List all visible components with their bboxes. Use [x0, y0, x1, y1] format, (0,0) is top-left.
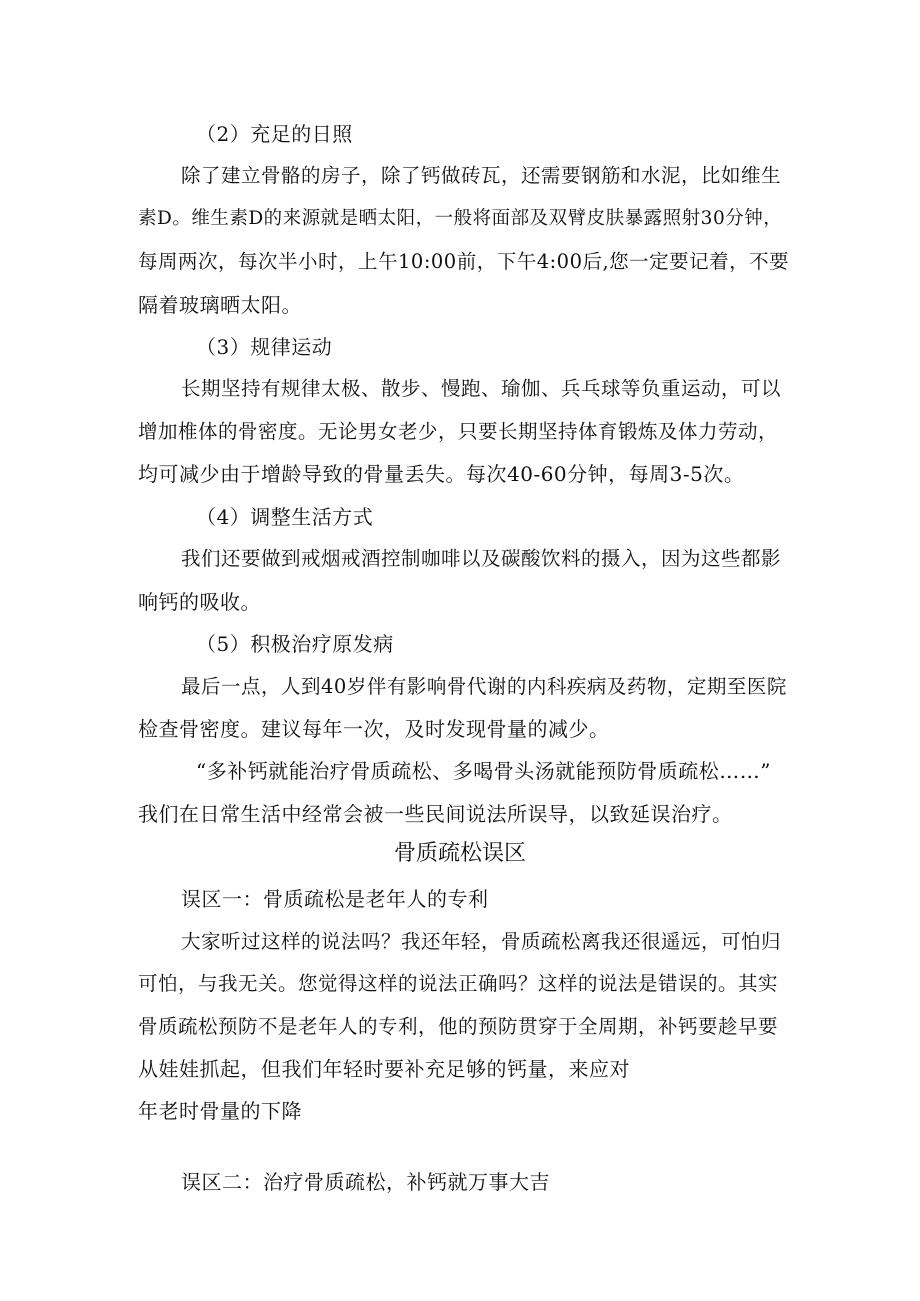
misconception-title-one: 误区一：骨质疏松是老年人的专利 [181, 887, 489, 911]
paragraph-line: 长期坚持有规律太极、散步、慢跑、瑜伽、兵乓球等负重运动，可以 [181, 377, 782, 400]
paragraph-line: 均可减少由于增龄导致的骨量丢失。每次40-60分钟，每周3-5次。 [138, 462, 745, 486]
paragraph-line: 除了建立骨骼的房子，除了钙做砖瓦，还需要钢筋和水泥，比如维生 [181, 164, 782, 187]
paragraph-line: 每周两次，每次半小时，上午10:00前，下午4:00后,您一定要记着，不要 [138, 250, 790, 273]
section-title-treatment: （5）积极治疗原发病 [196, 632, 394, 656]
paragraph-line: 检查骨密度。建议每年一次，及时发现骨量的减少。 [138, 717, 610, 741]
paragraph-line: 我们还要做到戒烟戒酒控制咖啡以及碳酸饮料的摄入，因为这些都影 [181, 547, 782, 570]
paragraph-line: 可怕，与我无关。您觉得这样的说法正确吗？这样的说法是错误的。其实 [138, 972, 779, 995]
paragraph-line: 骨质疏松预防不是老年人的专利，他的预防贯穿于全周期，补钙要趁早要 [138, 1015, 779, 1038]
paragraph-line: 响钙的吸收。 [138, 590, 261, 614]
section-title-exercise: （3）规律运动 [196, 335, 333, 359]
paragraph-line: 隔着玻璃晒太阳。 [138, 293, 302, 317]
quote-line: “多补钙就能治疗骨质疏松、多喝骨头汤就能预防骨质疏松……” [196, 759, 771, 783]
paragraph-line: 我们在日常生活中经常会被一些民间说法所误导，以致延误治疗。 [138, 802, 733, 826]
misconception-title-two: 误区二：治疗骨质疏松，补钙就万事大吉 [181, 1170, 550, 1194]
paragraph-line: 年老时骨量的下降 [138, 1099, 302, 1123]
paragraph-line: 最后一点，人到40岁伴有影响骨代谢的内科疾病及药物，定期至医院 [181, 675, 787, 698]
paragraph-line: 从娃娃抓起，但我们年轻时要补充足够的钙量，来应对 [138, 1057, 630, 1081]
section-heading-misconceptions: 骨质疏松误区 [393, 841, 526, 866]
paragraph-line: 增加椎体的骨密度。无论男女老少，只要长期坚持体育锻炼及体力劳动， [138, 420, 779, 443]
section-title-lifestyle: （4）调整生活方式 [196, 505, 374, 529]
paragraph-line: 素D。维生素D的来源就是晒太阳，一般将面部及双臂皮肤暴露照射30分钟， [138, 208, 783, 229]
paragraph-line: 大家听过这样的说法吗？我还年轻，骨质疏松离我还很遥远，可怕归 [181, 930, 782, 953]
section-title-sunlight: （2）充足的日照 [196, 122, 353, 146]
